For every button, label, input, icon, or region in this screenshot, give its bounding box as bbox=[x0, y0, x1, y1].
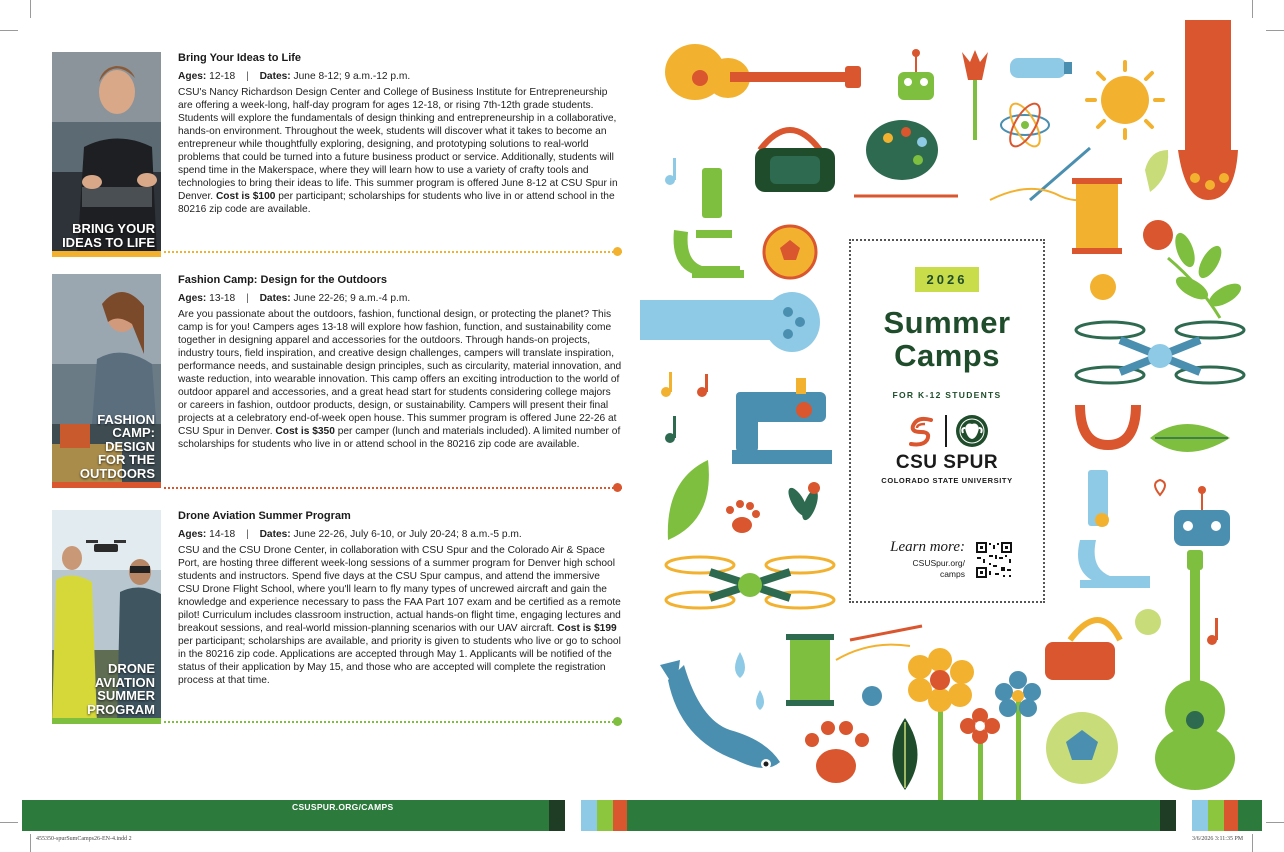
camp-meta bbox=[178, 293, 622, 304]
music-notes-icon bbox=[661, 372, 708, 443]
card-subtitle: FOR K-12 STUDENTS bbox=[892, 390, 1002, 400]
csu-ram-logo-icon bbox=[955, 414, 989, 448]
camp-photo bbox=[52, 274, 161, 488]
section-divider bbox=[164, 487, 622, 489]
description-part: CSU's Nancy Richardson Design Center and College of Business Institute for Entrepreneurship are offering a week-long, half-day program for ages 12-18, or rising 7th-12th grade students. Students will explore the fundamentals of design thinking and entrepreneurship in a collaborative, hands-on environment. Throughout the week, students will discover what it takes to become an entrepreneur while thoughtfully exploring, designing, and prototyping solutions to real-world problems that could be turned into a future business product or service. Additionally, students will spend time in the Makerspace, where they will learn how to use a variety of crafty tools and technologies to bring their ideas to life. This summer program is offered June 8-12 at CSU Spur in Denver. bbox=[178, 87, 618, 202]
photo-caption: DRONE AVIATION SUMMER PROGRAM bbox=[87, 661, 155, 717]
brand-name: CSU SPUR bbox=[895, 452, 999, 473]
sewing-machine-icon bbox=[732, 378, 832, 464]
spur-logo-icon bbox=[905, 414, 937, 448]
ages-value: 12-18 bbox=[209, 71, 236, 82]
learn-more-url[interactable] bbox=[883, 558, 965, 579]
footer-url[interactable]: CSUSPUR.ORG/CAMPS bbox=[292, 802, 394, 812]
camp-text bbox=[178, 274, 622, 451]
dates-label: Dates: bbox=[259, 71, 291, 82]
qr-code-icon[interactable] bbox=[975, 541, 1013, 579]
drone-icon bbox=[666, 557, 834, 608]
flower-icon bbox=[960, 708, 1000, 800]
ages-value: 14-18 bbox=[209, 529, 236, 540]
camp-description bbox=[178, 87, 622, 217]
photo-accent-bar bbox=[52, 251, 161, 257]
crop-mark bbox=[1252, 834, 1253, 852]
learn-more-label: Learn more: bbox=[890, 539, 965, 555]
print-slug-timestamp: 3/6/2026 3:11:35 PM bbox=[1192, 836, 1244, 842]
color-swatch bbox=[581, 800, 597, 831]
url-line: CSUSpur.org/ bbox=[912, 558, 965, 568]
university-name: COLORADO STATE UNIVERSITY bbox=[881, 476, 1013, 485]
microscope-icon bbox=[1078, 470, 1150, 588]
description-part: CSU and the CSU Drone Center, in collaboration with CSU Spur and the Colorado Air & Space Port, are hosting three different week-long sessions of a summer program for Denver high school students and instructors. Spend five days at the CSU Spur campus, and attend the immersive CSU Drone Flight School, where you'll learn to fly many types of uncrewed aircraft and gain the knowledge and experience necessary to pass the FAA Part 107 exam and be certified as a remote pilot! Curriculum includes classroom instruction, actual hands-on flight time, engaging lectures and breakout sessions, and real-world mission-planning scenarios with our UAV aircraft. bbox=[178, 545, 621, 634]
vr-headset-icon bbox=[1045, 620, 1120, 680]
camp-cost: Cost is $350 bbox=[275, 425, 335, 437]
heart-icon bbox=[1155, 480, 1165, 495]
logo-row bbox=[851, 414, 1043, 448]
water-bottle-icon bbox=[1010, 58, 1072, 78]
soccer-ball-icon bbox=[764, 226, 816, 278]
paint-palette-icon bbox=[854, 120, 958, 196]
title-line: Summer bbox=[883, 305, 1011, 340]
paw-print-icon bbox=[805, 721, 869, 783]
camp-description bbox=[178, 309, 622, 451]
logo-divider bbox=[945, 415, 947, 447]
crop-mark bbox=[0, 30, 18, 31]
camp-heading: Drone Aviation Summer Program bbox=[178, 510, 351, 522]
camp-description bbox=[178, 545, 622, 687]
photo-accent-bar bbox=[52, 482, 161, 488]
meta-divider: | bbox=[246, 529, 249, 540]
color-swatch bbox=[1224, 800, 1238, 831]
vr-headset-icon bbox=[755, 130, 835, 192]
camp-photo bbox=[52, 52, 161, 257]
crop-mark bbox=[0, 822, 18, 823]
leaf-icon bbox=[1145, 150, 1168, 192]
description-part: Are you passionate about the outdoors, fashion, functional design, or protecting the planet? This camp is for you! Campers ages 13-18 will explore how fashion, function, and sustainability come together in designing apparel and accessories for the outdoors. Through hands-on projects, industry tours, field inspiration, and creative design challenges, campers will translate inspiration, performance needs, and sustainable design principles, such as circularity, material innovation, and waste reduction, into wearable innovation. This camp offers an exciting introduction to the world of outdoor apparel and accessories, and a great head start for students considering college majors or careers in fashion, outdoor products, design, or sustainability. Campers will present their final projects at a celebratory end-of-week open house. This summer program is offered June 22-26 at CSU Spur in Denver. bbox=[178, 309, 622, 437]
ball-icon bbox=[862, 686, 882, 706]
game-controller-icon bbox=[1174, 486, 1230, 546]
fern-icon bbox=[1143, 220, 1245, 318]
color-swatch bbox=[613, 800, 627, 831]
description-part: per participant; scholarships are available, and priority is given to students who live or go to school in the 80216 zip code. Applications are accepted through May 1. Applicants will be notified of the status of their application by May 15, and those who are accepted will complete the registration process at that time. bbox=[178, 635, 621, 686]
ages-label: Ages: bbox=[178, 71, 207, 82]
dates-value: June 8-12; 9 a.m.-12 p.m. bbox=[293, 71, 411, 82]
meta-divider: | bbox=[246, 71, 249, 82]
meta-divider: | bbox=[246, 293, 249, 304]
print-slug-file: 455350-spurSumCamps26-EN-4.indd 2 bbox=[36, 836, 132, 842]
tennis-ball-icon bbox=[1090, 274, 1116, 300]
description-part: per participant; scholarships for students who live in or attend school in the 80216 zip code are available. bbox=[178, 190, 615, 215]
color-swatch bbox=[1192, 800, 1208, 831]
camp-cost: Cost is $199 bbox=[557, 622, 617, 634]
ages-label: Ages: bbox=[178, 293, 207, 304]
learn-more-block bbox=[883, 539, 965, 579]
camp-heading: Bring Your Ideas to Life bbox=[178, 52, 302, 64]
horseshoe-icon bbox=[1080, 405, 1136, 445]
color-swatch bbox=[1176, 800, 1192, 831]
divider-dot bbox=[613, 483, 622, 492]
leaf-icon bbox=[893, 718, 918, 790]
music-note-icon bbox=[1207, 618, 1218, 645]
tennis-ball-icon bbox=[1135, 609, 1161, 635]
camp-section-ideas bbox=[52, 52, 622, 257]
soccer-ball-icon bbox=[1046, 712, 1118, 784]
guitar-icon bbox=[1155, 550, 1235, 790]
microscope-icon bbox=[674, 168, 744, 278]
camp-text bbox=[178, 510, 622, 687]
thread-spool-icon bbox=[786, 626, 922, 706]
dates-value: June 22-26; 9 a.m.-4 p.m. bbox=[293, 293, 411, 304]
photo-accent-bar bbox=[52, 718, 161, 724]
summer-camps-card bbox=[849, 239, 1045, 603]
dog-paw-icon bbox=[640, 292, 820, 352]
dates-value: June 22-26, July 6-10, or July 20-24; 8 a.m.-5 p.m. bbox=[293, 529, 522, 540]
crop-mark bbox=[30, 834, 31, 852]
camp-text bbox=[178, 52, 622, 217]
url-line: camps bbox=[939, 568, 965, 579]
camp-section-fashion bbox=[52, 274, 622, 489]
divider-dot bbox=[613, 247, 622, 256]
cat-paw-icon bbox=[1178, 20, 1238, 200]
title-line: Camps bbox=[894, 338, 1000, 373]
photo-caption: FASHION CAMP: DESIGN FOR THE OUTDOORS bbox=[79, 411, 155, 481]
drone-icon bbox=[1076, 322, 1244, 383]
camp-section-drone bbox=[52, 510, 622, 726]
atom-icon bbox=[1001, 99, 1049, 151]
fern-icon bbox=[785, 482, 821, 522]
leaf-icon bbox=[668, 460, 709, 540]
section-divider bbox=[164, 251, 622, 253]
camp-meta bbox=[178, 71, 622, 82]
ages-value: 13-18 bbox=[209, 293, 236, 304]
tulip-icon bbox=[962, 50, 988, 140]
music-note-icon bbox=[665, 158, 676, 185]
divider-dot bbox=[613, 717, 622, 726]
camp-photo bbox=[52, 510, 161, 724]
photo-caption: BRING YOUR IDEAS TO LIFE bbox=[62, 221, 155, 250]
guitar-icon bbox=[665, 44, 861, 100]
color-swatch bbox=[1160, 800, 1176, 831]
fish-icon bbox=[660, 660, 780, 769]
crop-mark bbox=[1266, 822, 1284, 823]
color-swatch bbox=[1208, 800, 1224, 831]
dates-label: Dates: bbox=[259, 293, 291, 304]
description-part: per camper (lunch and materials included). A limited number of scholarships for students who live in or attend school in the 80216 zip code are available. bbox=[178, 425, 621, 450]
color-swatch bbox=[597, 800, 613, 831]
card-title bbox=[851, 306, 1043, 372]
leaf-icon bbox=[1150, 424, 1230, 452]
sun-icon bbox=[1087, 62, 1163, 138]
game-controller-icon bbox=[898, 49, 934, 100]
crop-mark bbox=[30, 0, 31, 18]
camp-meta bbox=[178, 529, 622, 540]
footer-bar bbox=[22, 800, 1262, 831]
section-divider bbox=[164, 721, 622, 723]
camp-heading: Fashion Camp: Design for the Outdoors bbox=[178, 274, 388, 286]
water-drop-icon bbox=[735, 652, 764, 710]
year-badge: 2026 bbox=[915, 267, 980, 292]
color-swatch bbox=[565, 800, 581, 831]
flower-icon bbox=[995, 671, 1041, 800]
ages-label: Ages: bbox=[178, 529, 207, 540]
thread-spool-icon bbox=[1072, 178, 1122, 254]
color-swatch bbox=[549, 800, 565, 831]
paw-print-icon bbox=[726, 500, 760, 533]
camp-cost: Cost is $100 bbox=[215, 190, 276, 202]
dates-label: Dates: bbox=[259, 529, 291, 540]
